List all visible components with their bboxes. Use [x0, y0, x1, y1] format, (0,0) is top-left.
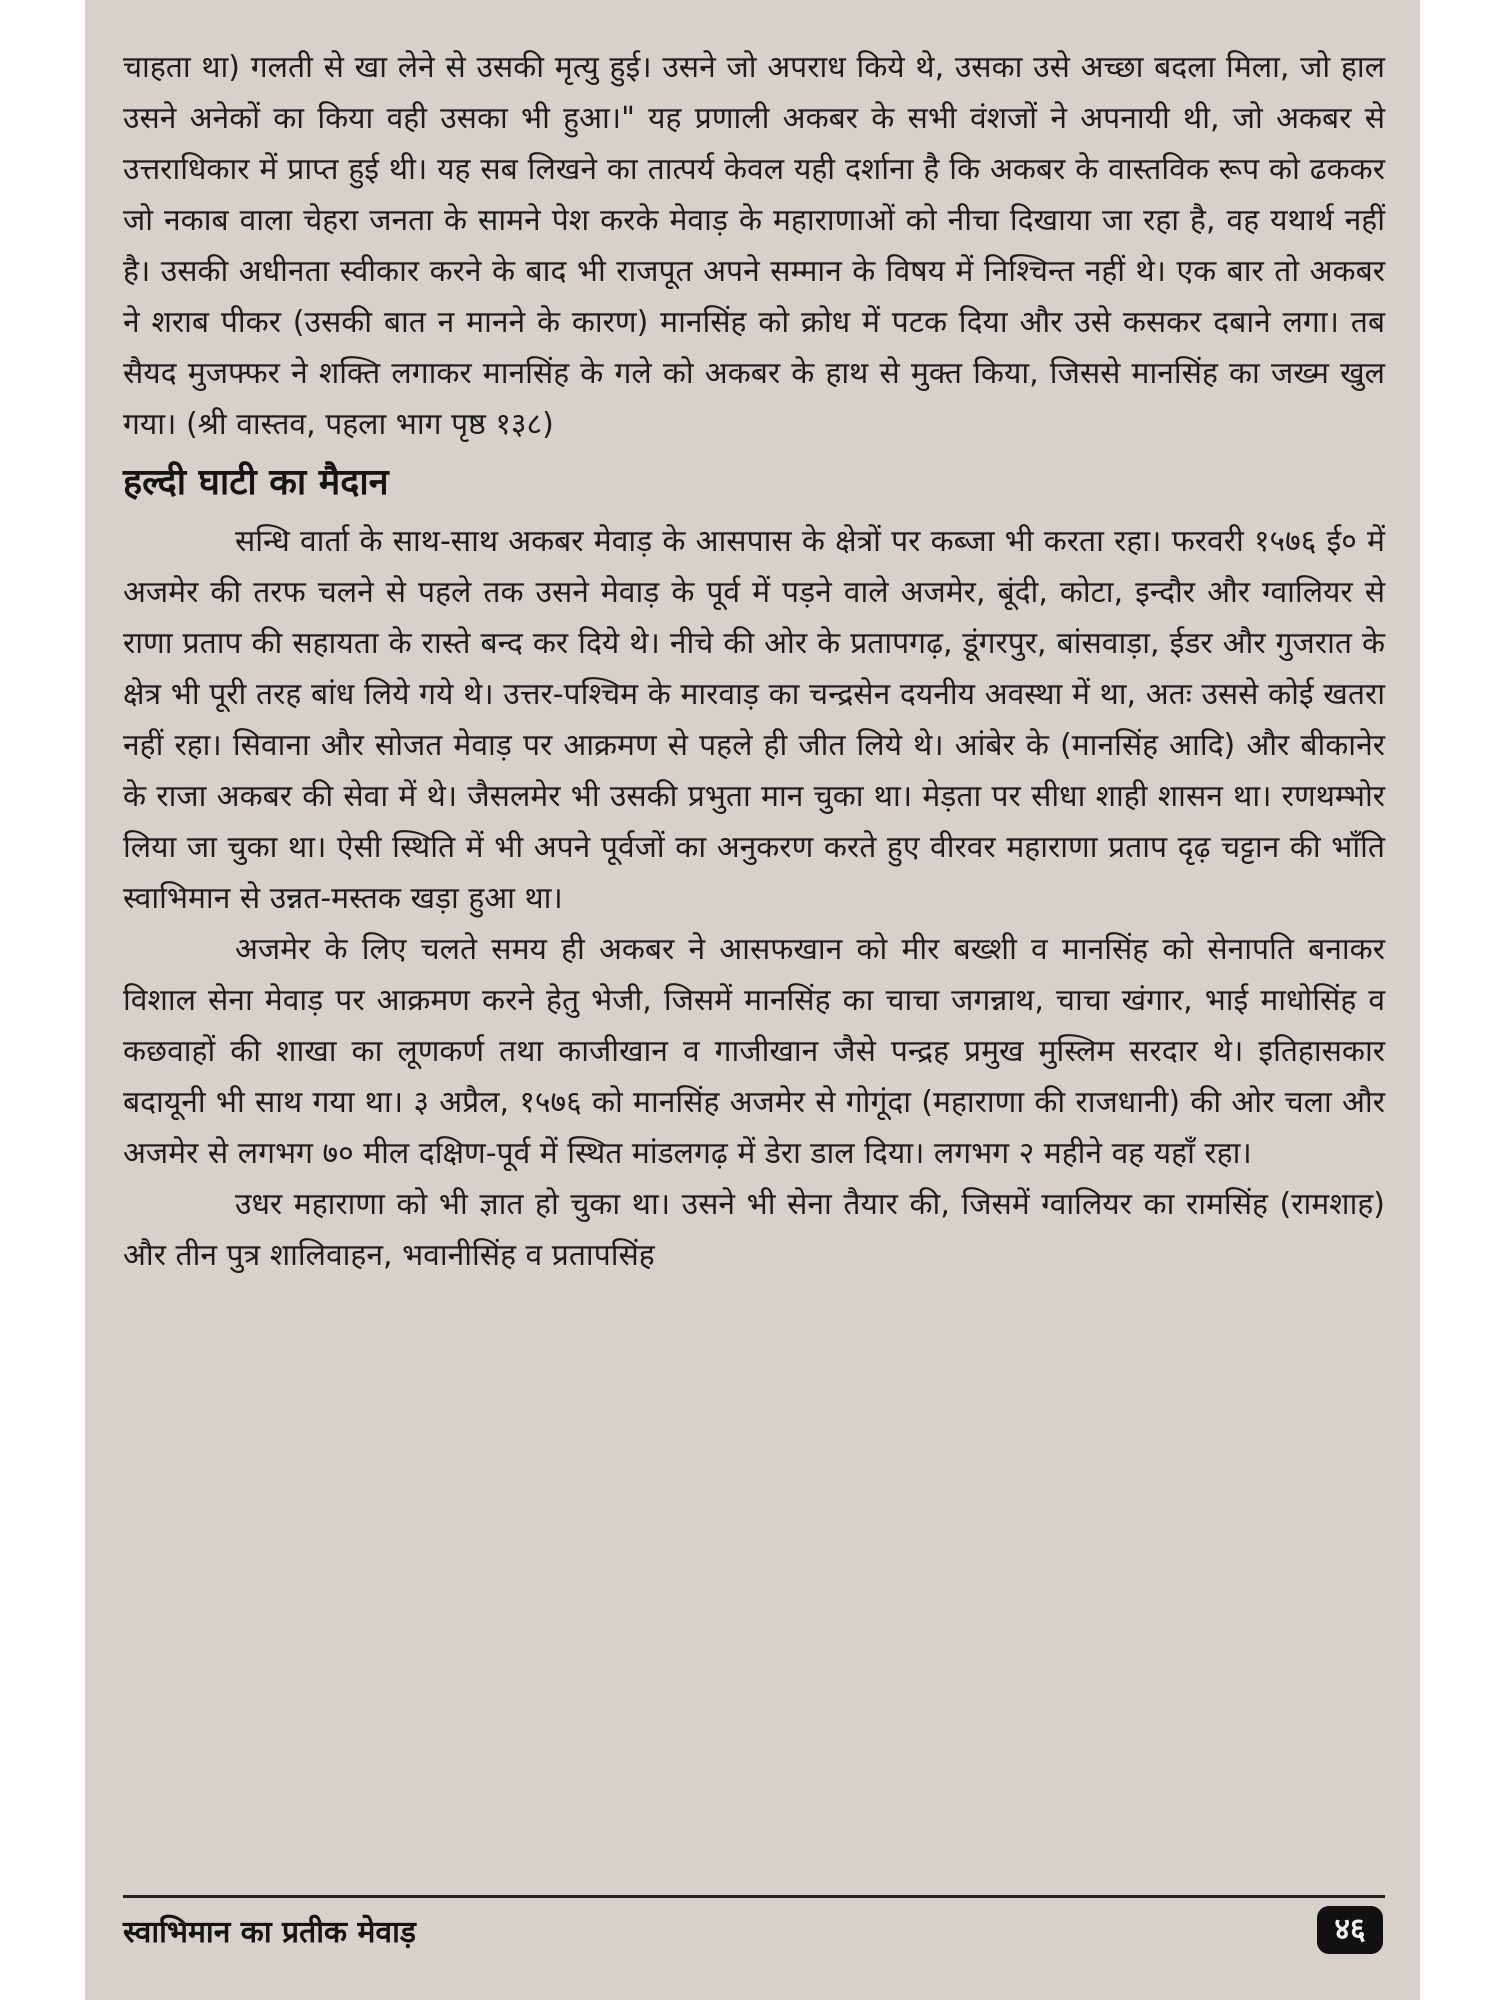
page-number: ४६ — [1317, 1906, 1383, 1954]
paragraph: उधर महाराणा को भी ज्ञात हो चुका था। उसने भी सेना तैयार की, जिसमें ग्वालियर का रामसिंह (रामशाह) और तीन पुत्र शालिवाहन, भवानीसिंह व प्रतापसिंह — [123, 1187, 1385, 1273]
footer-divider — [123, 1895, 1385, 1898]
section-heading: हल्दी घाटी का मैदान — [123, 462, 389, 503]
paragraph: चाहता था) गलती से खा लेने से उसकी मृत्यु हुई। उसने जो अपराध किये थे, उसका उसे अच्छा बदला मिला, जो हाल उसने अनेकों का किया वही उसका भी हुआ।" यह प्रणाली अकबर के सभी वंशजों ने अपनायी थी, जो अकबर से उत्तराधिकार में प्राप्त हुई थी। यह सब लिखने का तात्पर्य केवल यही दर्शाना है कि अकबर के वास्तविक रूप को ढककर जो नकाब वाला चेहरा जनता के सामने पेश करके मेवाड़ के महाराणाओं को नीचा दिखाया जा रहा है, वह यथार्थ नहीं है। उसकी अधीनता स्वीकार करने के बाद भी राजपूत अपने सम्मान के विषय में निश्चिन्त नहीं थे। एक बार तो अकबर ने शराब पीकर (उसकी बात न मानने के कारण) मानसिंह को क्रोध में पटक दिया और उसे कसकर दबाने लगा। तब सैयद मुजफ्फर ने शक्ति लगाकर मानसिंह के गले को अकबर के हाथ से मुक्त किया, जिससे मानसिंह का जख्म खुल गया। (श्री वास्तव, पहला भाग पृष्ठ १३८) — [123, 50, 1385, 442]
body-text — [123, 42, 1385, 1281]
footer-book-title: स्वाभिमान का प्रतीक मेवाड़ — [123, 1915, 416, 1950]
paragraph: अजमेर के लिए चलते समय ही अकबर ने आसफखान को मीर बख्शी व मानसिंह को सेनापति बनाकर विशाल सेना मेवाड़ पर आक्रमण करने हेतु भेजी, जिसमें मानसिंह का चाचा जगन्नाथ, चाचा खंगार, भाई माधोसिंह व कछवाहों की शाखा का लूणकर्ण तथा काजीखान व गाजीखान जैसे पन्द्रह प्रमुख मुस्लिम सरदार थे। इतिहासकार बदायूनी भी साथ गया था। ३ अप्रैल, १५७६ को मानसिंह अजमेर से गोगूंदा (महाराणा की राजधानी) की ओर चला और अजमेर से लगभग ७० मील दक्षिण-पूर्व में स्थित मांडलगढ़ में डेरा डाल दिया। लगभग २ महीने वह यहाँ रहा। — [123, 932, 1385, 1171]
paragraph: सन्धि वार्ता के साथ-साथ अकबर मेवाड़ के आसपास के क्षेत्रों पर कब्जा भी करता रहा। फरवरी १५७६ ई० में अजमेर की तरफ चलने से पहले तक उसने मेवाड़ के पूर्व में पड़ने वाले अजमेर, बूंदी, कोटा, इन्दौर और ग्वालियर से राणा प्रताप की सहायता के रास्ते बन्द कर दिये थे। नीचे की ओर के प्रतापगढ़, डूंगरपुर, बांसवाड़ा, ईडर और गुजरात के क्षेत्र भी पूरी तरह बांध लिये गये थे। उत्तर-पश्चिम के मारवाड़ का चन्द्रसेन दयनीय अवस्था में था, अतः उससे कोई खतरा नहीं रहा। सिवाना और सोजत मेवाड़ पर आक्रमण से पहले ही जीत लिये थे। आंबेर के (मानसिंह आदि) और बीकानेर के राजा अकबर की सेवा में थे। जैसलमेर भी उसकी प्रभुता मान चुका था। मेड़ता पर सीधा शाही शासन था। रणथम्भोर लिया जा चुका था। ऐसी स्थिति में भी अपने पूर्वजों का अनुकरण करते हुए वीरवर महाराणा प्रताप दृढ़ चट्टान की भाँति स्वाभिमान से उन्नत-मस्तक खड़ा हुआ था। — [123, 524, 1385, 916]
book-page — [85, 0, 1420, 2000]
